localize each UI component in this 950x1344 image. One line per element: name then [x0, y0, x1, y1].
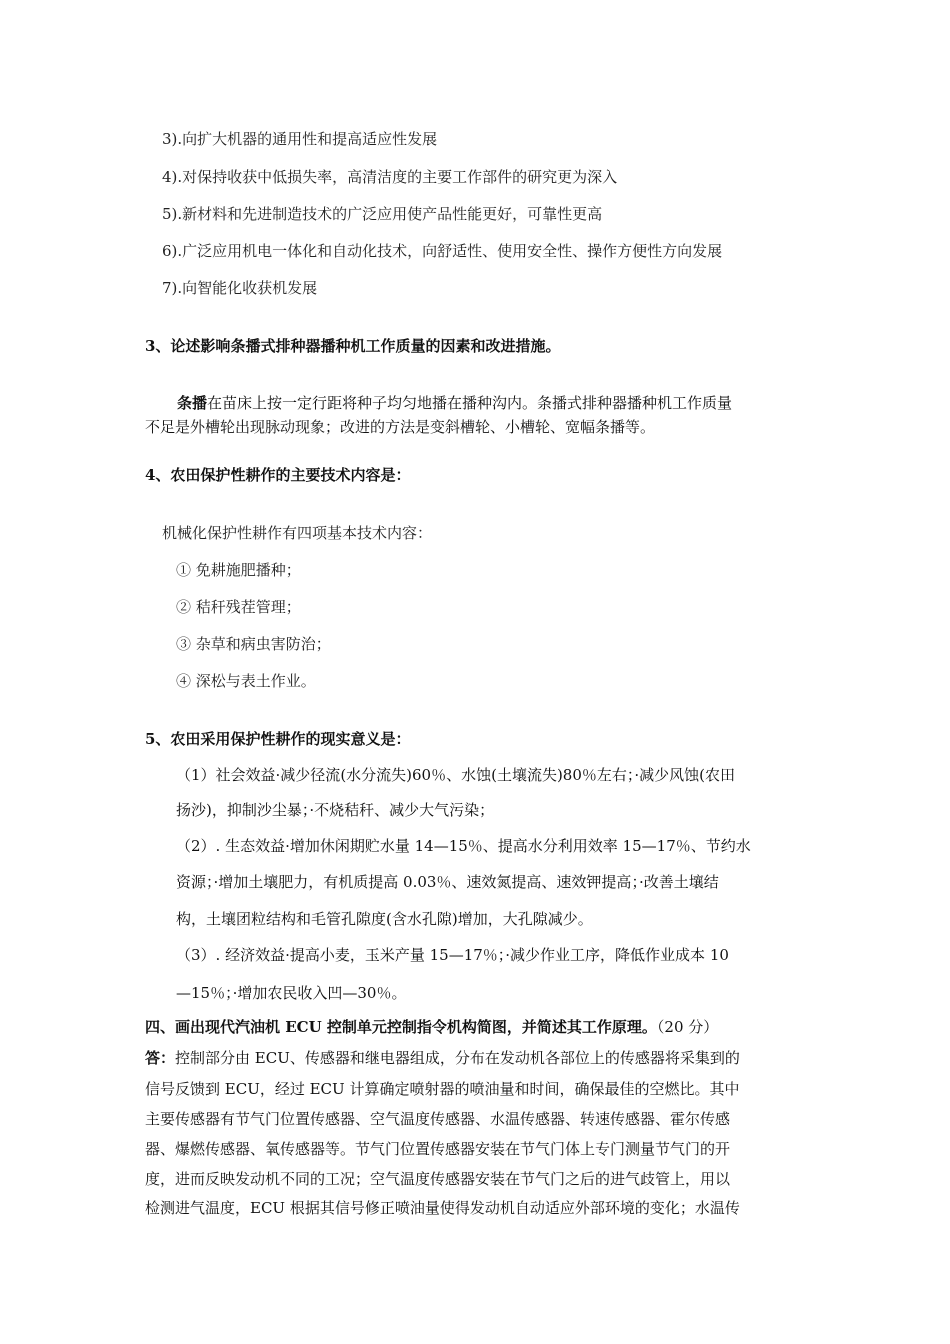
- list-item-5: 5).新材料和先进制造技术的广泛应用使产品性能更好，可靠性更高: [162, 205, 603, 223]
- section3-term: 条播: [177, 394, 208, 412]
- section5-line-3: （2）. 生态效益·增加休闲期贮水量 14—15％、提高水分利用效率 15—17％、节约水: [176, 837, 751, 855]
- answer-line-5: 度，进而反映发动机不同的工况；空气温度传感器安装在节气门之后的进气歧管上，用以: [145, 1170, 731, 1188]
- section-four-question-line: [145, 1017, 718, 1037]
- section-four-question: 四、画出现代汽油机 ECU 控制单元控制指令机构简图，并简述其工作原理。: [145, 1018, 657, 1036]
- section5-line-4: 资源；·增加土壤肥力，有机质提高 0.03％、速效氮提高、速效钾提高；·改善土壤结: [176, 873, 719, 891]
- list-item-7: 7).向智能化收获机发展: [162, 279, 318, 297]
- section5-heading: 5、农田采用保护性耕作的现实意义是：: [145, 730, 411, 748]
- section3-paragraph-line1: [177, 393, 732, 413]
- answer-label: 答：: [145, 1049, 176, 1067]
- answer-line-6: 检测进气温度，ECU 根据其信号修正喷油量使得发动机自动适应外部环境的变化；水温传: [145, 1199, 740, 1217]
- section5-line-6: （3）. 经济效益·提高小麦，玉米产量 15—17％；·减少作业工序，降低作业成本 10: [176, 946, 729, 964]
- answer-line-1: [145, 1048, 740, 1068]
- section4-item-1: ① 免耕施肥播种；: [176, 561, 301, 579]
- list-item-4: 4).对保持收获中低损失率，高清洁度的主要工作部件的研究更为深入: [162, 168, 618, 186]
- section3-paragraph-line1-rest: 在苗床上按一定行距将种子均匀地播在播种沟内。条播式排种器播种机工作质量: [207, 394, 733, 412]
- section5-line-1: （1）社会效益·减少径流(水分流失)60％、水蚀(土壤流失)80％左右；·减少风蚀(农田: [176, 766, 736, 784]
- answer-line-4: 器、爆燃传感器、氧传感器等。节气门位置传感器安装在节气门体上专门测量节气门的开: [145, 1140, 731, 1158]
- answer-line-2: 信号反馈到 ECU，经过 ECU 计算确定喷射器的喷油量和时间，确保最佳的空燃比。其中: [145, 1080, 740, 1098]
- list-item-6: 6).广泛应用机电一体化和自动化技术，向舒适性、使用安全性、操作方便性方向发展: [162, 242, 723, 260]
- answer-line-3: 主要传感器有节气门位置传感器、空气温度传感器、水温传感器、转速传感器、霍尔传感: [145, 1110, 731, 1128]
- section5-line-2: 扬沙)，抑制沙尘暴；·不烧秸秆、减少大气污染；: [176, 801, 495, 819]
- section3-paragraph-line2: 不足是外槽轮出现脉动现象；改进的方法是变斜槽轮、小槽轮、宽幅条播等。: [145, 418, 656, 436]
- section-four-score: （20 分）: [656, 1018, 719, 1036]
- section4-item-3: ③ 杂草和病虫害防治；: [176, 635, 331, 653]
- section3-heading: 3、论述影响条播式排种器播种机工作质量的因素和改进措施。: [145, 337, 561, 355]
- section5-line-7: —15％；·增加农民收入凹—30％。: [176, 984, 407, 1002]
- section4-heading: 4、农田保护性耕作的主要技术内容是：: [145, 466, 411, 484]
- answer-line-1-text: 控制部分由 ECU、传感器和继电器组成，分布在发动机各部位上的传感器将采集到的: [175, 1049, 740, 1067]
- section4-item-2: ② 秸秆残茬管理；: [176, 598, 301, 616]
- section4-item-4: ④ 深松与表土作业。: [176, 672, 316, 690]
- section5-line-5: 构，土壤团粒结构和毛管孔隙度(含水孔隙)增加，大孔隙减少。: [176, 910, 593, 928]
- section4-intro: 机械化保护性耕作有四项基本技术内容：: [162, 524, 433, 542]
- list-item-3: 3).向扩大机器的通用性和提高适应性发展: [162, 130, 438, 148]
